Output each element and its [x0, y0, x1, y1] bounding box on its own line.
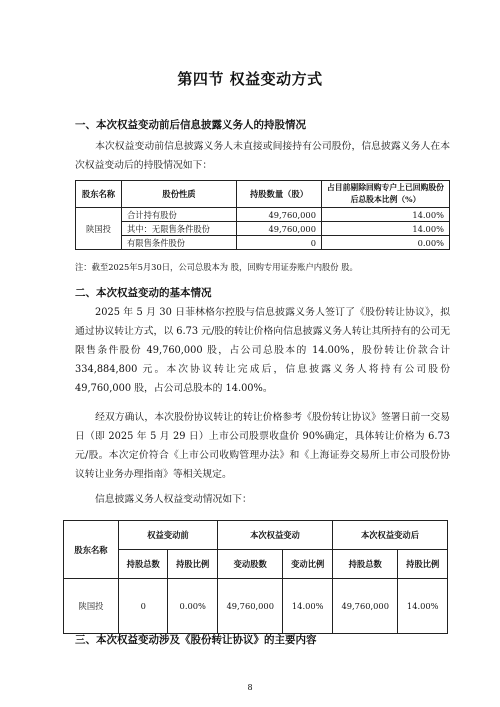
change-table-group-row: [64, 521, 448, 550]
section2-paragraph-2: [75, 408, 450, 484]
table-cell: 有限售条件股份: [122, 236, 237, 250]
section2-paragraph-1: [75, 303, 450, 398]
table-cell: 0: [237, 236, 322, 250]
table-cell: 0.00%: [322, 236, 450, 250]
table-cell: 其中：无限售条件股份: [122, 222, 237, 236]
table-cell: 14.00%: [398, 579, 448, 634]
section3-heading: 三、本次权益变动涉及《股份转让协议》的主要内容: [75, 634, 317, 646]
table-cell: 0: [119, 579, 168, 634]
change-table: [63, 520, 448, 634]
change-table-subheader: 变动股数: [217, 550, 283, 579]
table-cell: 14.00%: [322, 222, 450, 236]
change-table-subheader: 持股比例: [168, 550, 217, 579]
section1-paragraph: [75, 137, 450, 175]
change-table-holder-cell: 陕国投: [64, 579, 119, 634]
change-table-subheader: 持股比例: [398, 550, 448, 579]
change-table-subheader: 变动比例: [283, 550, 332, 579]
table-row: [76, 236, 450, 250]
table-cell: 合计持有股份: [122, 208, 237, 222]
change-table-subheader: 持股总数: [332, 550, 398, 579]
change-table-header-holder: 股东名称: [64, 521, 119, 579]
section2-heading: 二、本次权益变动的基本情况: [75, 287, 212, 299]
holding-table: [75, 180, 450, 250]
table-note: 注：截至2025年5月30日，公司总股本为 股，回购专用证券账户内股份 股。: [75, 262, 358, 272]
section1-paragraph-text: 本次权益变动前信息披露义务人未直接或间接持有公司股份，信息披露义务人在本次权益变动后的持股情况如下：: [75, 141, 450, 171]
change-table-group-after: 本次权益变动后: [332, 521, 447, 550]
change-table-subheader-row: [64, 550, 448, 579]
change-table-subheader: 持股总数: [119, 550, 168, 579]
page-number: 8: [247, 683, 253, 692]
table-cell: 49,760,000: [237, 222, 322, 236]
table-cell: 0.00%: [168, 579, 217, 634]
holding-table-header-holder: 股东名称: [76, 181, 122, 208]
table-cell: 49,760,000: [237, 208, 322, 222]
change-table-group-before: 权益变动前: [119, 521, 218, 550]
holding-table-holder-cell: 陕国投: [76, 208, 122, 250]
table-row: [76, 208, 450, 222]
holding-table-header-nature: 股份性质: [122, 181, 237, 208]
table-cell: 14.00%: [322, 208, 450, 222]
table-cell: 49,760,000: [217, 579, 283, 634]
table-cell: 14.00%: [283, 579, 332, 634]
table-cell: 49,760,000: [332, 579, 398, 634]
holding-table-header-qty: 持股数量（股）: [237, 181, 322, 208]
section2-paragraph-2-text: 经双方确认，本次股份协议转让的转让价格参考《股份转让协议》签署日前一交易日（即 2025 年 5 月 29 日）上市公司股票收盘价 90%确定，具体转让价格为 6.73 元/股。本次定价符合《上市公司收购管理办法》和《上海证券交易所上市公司股份协议转让业务办理指南》等相关规定。: [75, 412, 450, 480]
change-table-group-change: 本次权益变动: [217, 521, 332, 550]
section1-heading: 一、本次权益变动前后信息披露义务人的持股情况: [75, 119, 306, 131]
section2-paragraph-3: [75, 490, 450, 509]
table-row: [76, 222, 450, 236]
section2-paragraph-1-text: 2025 年 5 月 30 日菲林格尔控股与信息披露义务人签订了《股份转让协议》，拟通过协议转让方式，以 6.73 元/股的转让价格向信息披露义务人转让其所持有的公司无限售条件股份 49,760,000 股，占公司总股本的 14.00%，股份转让价款合计 334,884,800 元。本次协议转让完成后，信息披露义务人将持有公司股份 49,760,000 股，占公司总股本的 14.00%。: [75, 307, 450, 394]
table-row: [64, 579, 448, 634]
section2-paragraph-3-text: 信息披露义务人权益变动情况如下：: [95, 494, 252, 505]
holding-table-header-row: [76, 181, 450, 208]
page-title: 第四节 权益变动方式: [177, 70, 323, 88]
holding-table-header-pct: 占目前剔除回购专户上已回购股份后总股本比例（%）: [322, 181, 450, 208]
